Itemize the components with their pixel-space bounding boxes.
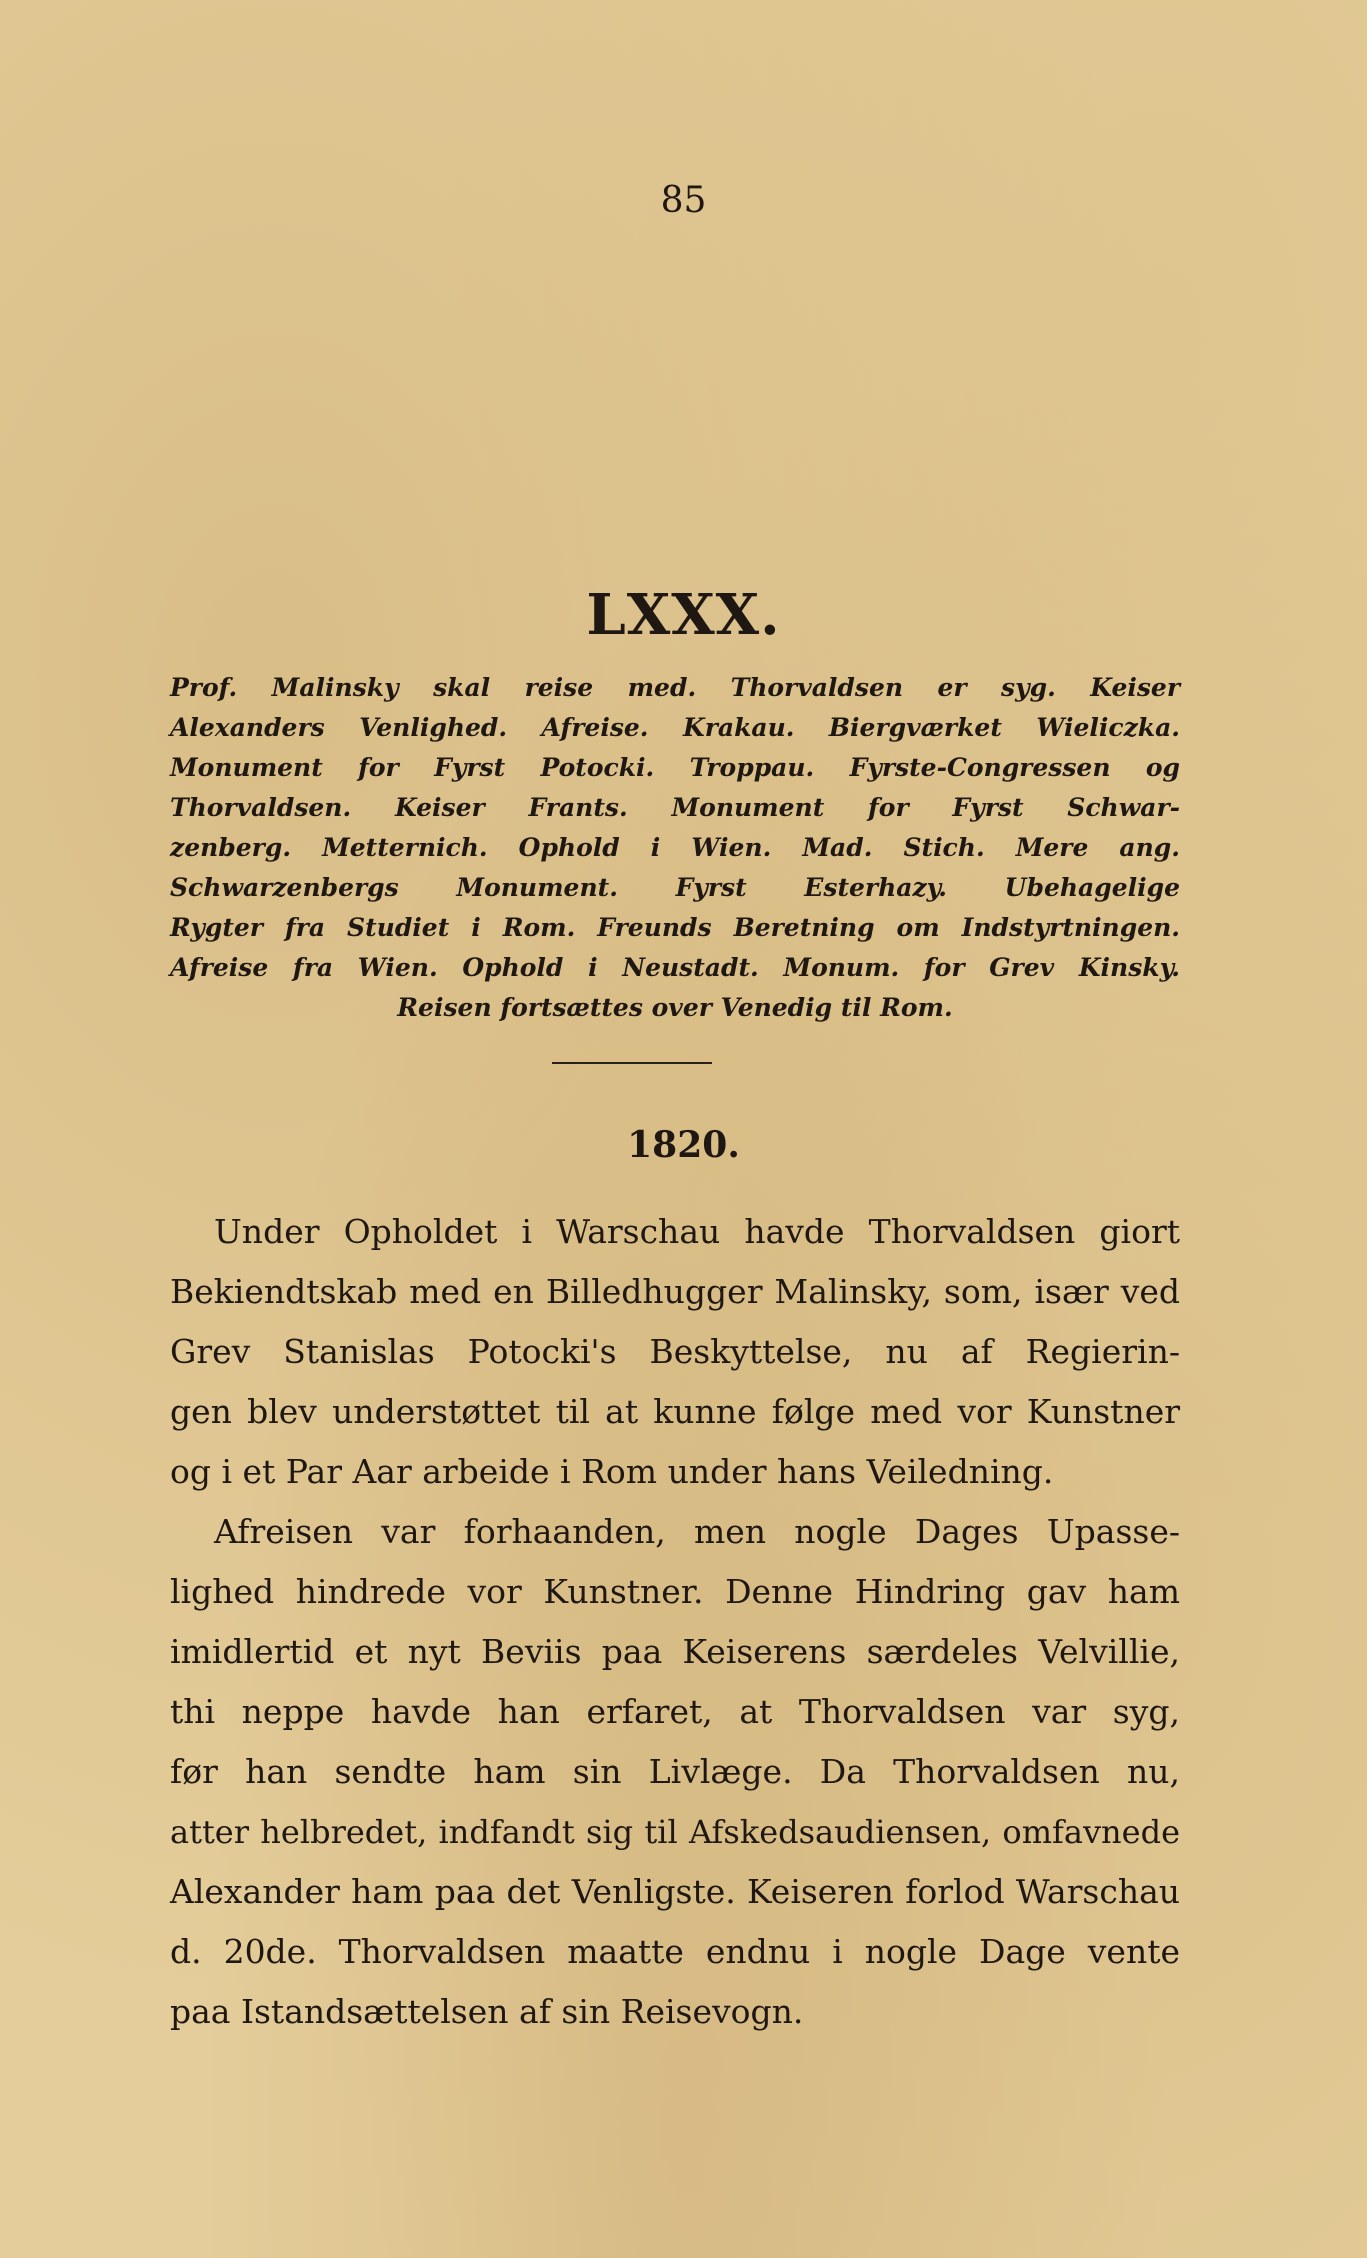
text-line: paa Istandsættelsen af sin Reisevogn. [170, 1992, 804, 2031]
summary-line: Monument for Fyrst Potocki. Troppau. Fyrste-Congressen og [170, 753, 1180, 782]
text-line: lighed hindrede vor Kunstner. Denne Hindring gav ham [170, 1572, 1180, 1611]
summary-line: zenberg. Metternich. Ophold i Wien. Mad. Stich. Mere ang. [170, 833, 1180, 862]
summary-line: Rygter fra Studiet i Rom. Freunds Beretning om Indstyrtningen. [170, 913, 1180, 942]
text-line: Afreisen var forhaanden, men nogle Dages Upasse- [214, 1512, 1180, 1551]
summary-line: Afreise fra Wien. Ophold i Neustadt. Monum. for Grev Kinsky. [170, 953, 1180, 982]
chapter-summary [170, 668, 1180, 1028]
paragraph [170, 1202, 1180, 1502]
text-line: før han sendte ham sin Livlæge. Da Thorvaldsen nu, [170, 1752, 1180, 1791]
paragraph [170, 1502, 1180, 2042]
text-line: Bekiendtskab med en Billedhugger Malinsky, som, især ved [170, 1272, 1180, 1311]
body-text [170, 1202, 1180, 2042]
page-number: 85 [660, 180, 707, 221]
summary-line: Schwarzenbergs Monument. Fyrst Esterhazy. Ubehagelige [170, 873, 1180, 902]
text-line: og i et Par Aar arbeide i Rom under hans Veiledning. [170, 1452, 1054, 1491]
text-line: gen blev understøttet til at kunne følge med vor Kunstner [170, 1392, 1180, 1431]
summary-line: Reisen fortsættes over Venedig til Rom. [397, 993, 953, 1022]
text-line: thi neppe havde han erfaret, at Thorvaldsen var syg, [170, 1692, 1180, 1731]
year-heading: 1820. [627, 1124, 740, 1166]
text-line: d. 20de. Thorvaldsen maatte endnu i nogle Dage vente [170, 1932, 1180, 1971]
text-line: Under Opholdet i Warschau havde Thorvaldsen giort [214, 1212, 1180, 1251]
chapter-title: LXXX. [586, 582, 781, 648]
text-line: Grev Stanislas Potocki's Beskyttelse, nu af Regierin- [170, 1332, 1180, 1371]
section-divider-rule [552, 1062, 712, 1064]
summary-line: Alexanders Venlighed. Afreise. Krakau. Biergværket Wieliczka. [170, 713, 1180, 742]
text-line: Alexander ham paa det Venligste. Keiseren forlod Warschau [170, 1872, 1180, 1911]
text-line: atter helbredet, indfandt sig til Afskedsaudiensen, omfavnede [170, 1813, 1180, 1851]
summary-line: Prof. Malinsky skal reise med. Thorvaldsen er syg. Keiser [170, 673, 1180, 702]
text-line: imidlertid et nyt Beviis paa Keiserens særdeles Velvillie, [170, 1632, 1180, 1671]
summary-line: Thorvaldsen. Keiser Frants. Monument for Fyrst Schwar- [170, 793, 1180, 822]
